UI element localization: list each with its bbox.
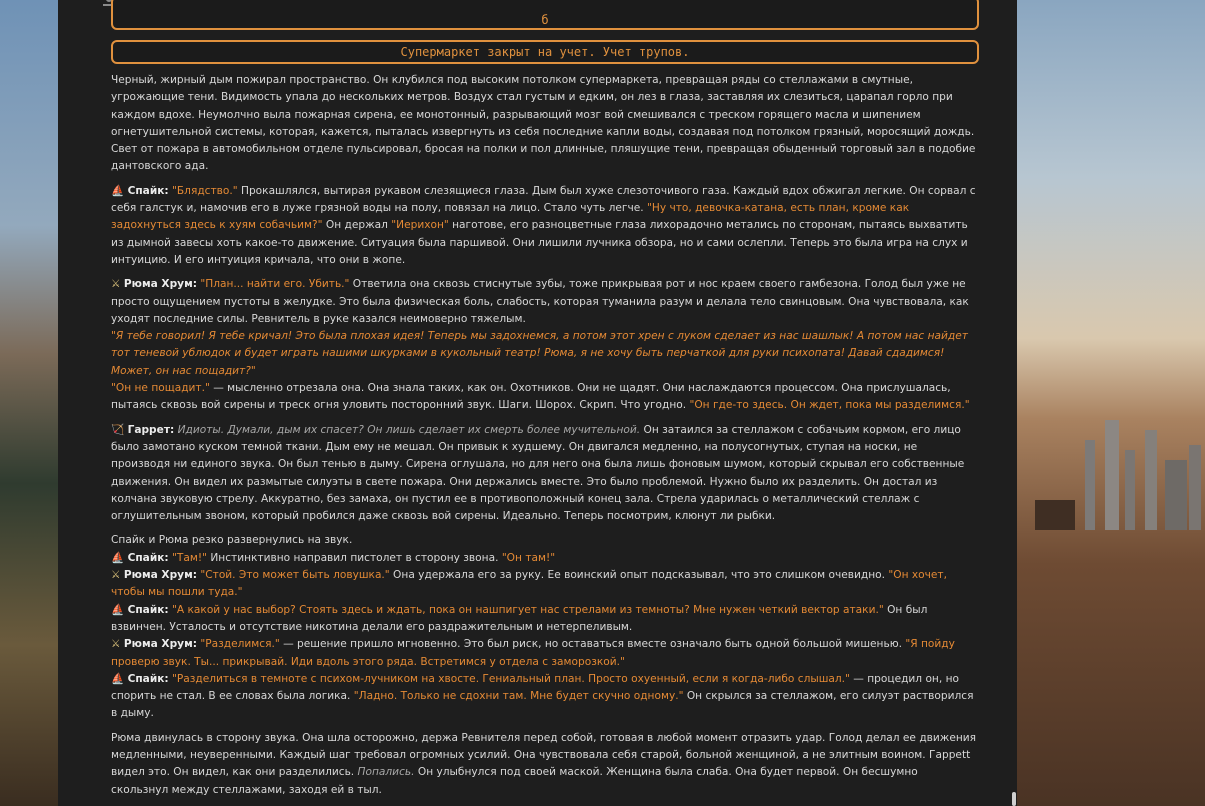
top-info-box[interactable]: [111, 0, 979, 30]
thought: Идиоты. Думали, дым их спасет? Он лишь сделает их смерть более мучительной.: [174, 423, 641, 436]
speech: "Он где-то здесь. Он ждет, пока мы разделимся.": [689, 399, 970, 412]
narration: Он улыбнулся под своей маской. Женщина была слаба. Она будет первой. Он бесшумно скользнул между стеллажами, заходя ей в тыл.: [111, 766, 918, 796]
speech: "Ладно. Только не сдохни там. Мне будет скучно одному.": [353, 690, 684, 703]
speech: "Я пойду проверю звук. Ты... прикрывай. Иди вдоль этого ряда. Встретимся у отдела с заморозкой.": [111, 638, 955, 668]
spike-paragraph: [111, 183, 977, 269]
background-left-edge: [0, 0, 60, 806]
speech: "План... найти его. Убить.": [200, 278, 350, 291]
dialogue-line: [111, 567, 977, 602]
swords-icon: ⚔: [111, 278, 121, 291]
speaker-name: Спайк:: [127, 551, 169, 564]
speech: "Ну что, девочка-катана, есть план, кроме как задохнуться здесь к хуям собачьим?": [111, 202, 910, 232]
speech: "Разделиться в темноте с психом-лучником на хвосте. Гениальный план. Просто охуенный, если я когда-либо слышал.": [172, 672, 850, 685]
spike-icon: ⛵: [111, 603, 125, 616]
spike-icon: ⛵: [111, 672, 125, 685]
dialogue-block: [111, 532, 977, 722]
speaker-name: Рюма Хрум:: [123, 638, 197, 651]
speaker-name: Спайк:: [127, 603, 169, 616]
chapter-title-box[interactable]: [111, 40, 979, 64]
dialogue-line: [111, 550, 977, 567]
narration: наготове, его разноцветные глаза лихорадочно метались по сторонам, пытаясь выхватить из дымной завесы хоть какое-то движение. Ситуация была паршивой. Они лишили лучника обзора, но и сами ослепли. Теперь это была игра на слух и интуицию. И его интуиция кричала, что они в жопе.: [111, 219, 968, 266]
top-info-text: б: [541, 13, 549, 27]
dialogue-line: [111, 636, 977, 671]
narration: Ответила она сквозь стиснутые зубы, тоже прикрывая рот и нос краем своего гамбезона. Голод был уже не просто ощущением пустоты в желудке. Это была физическая боль, слабость, которая туманила разум и делала тело свинцовым. Она чувствовала, как уходят последние силы. Ревнитель в руке казался неимоверно тяжелым.: [111, 278, 969, 325]
narration: — решение пришло мгновенно. Это был риск, но оставаться вместе означало быть одной большой мишенью.: [279, 638, 906, 651]
narration: Прокашлялся, вытирая рукавом слезящиеся глаза. Дым был хуже слезоточивого газа. Каждый вдох обжигал легкие. Он сорвал с себя галстук и, намочив его в луже грязной воды на полу, повязал на лицо. Стало чуть легче.: [111, 184, 976, 215]
story-content: [111, 72, 977, 806]
speaker-name: Рюма Хрум:: [123, 569, 197, 582]
narration: — процедил он, но спорить не стал. В ее словах была логика.: [111, 672, 959, 703]
speech: "Иерихон": [391, 219, 449, 232]
swords-icon: ⚔: [111, 638, 121, 651]
speaker-name: Гаррет:: [127, 423, 175, 436]
narration: Он скрылся за стеллажом, его силуэт растворился в дыму.: [111, 690, 974, 720]
speech: "Он не пощадит.": [111, 382, 210, 395]
narration: Он затаился за стеллажом с собачьим кормом, его лицо было замотано куском темной ткани. Дым ему не мешал. Он привык к худшему. Он двигался медленно, на полусогнутых, ступая на носки, не производя ни единого звука. Он был тенью в дыму. Сирена оглушала, но для него она была лишь фоновым шумом, который скрывал его собственные движения. Он видел их размытые силуэты в свете пожара. Они держались вместе. Это было проблемой. Нужно было их разделить. Он достал из колчана звуковую стрелу. Аккуратно, без замаха, он пустил ее в противоположный конец зала. Стрела ударилась о металлический стеллаж с оглушительным звоном, который пробился даже сквозь вой сирены. Идеально. Теперь посмотрим, клюнут ли рыбки.: [111, 423, 965, 523]
spike-icon: ⛵: [111, 184, 125, 197]
dialogue-line: [111, 602, 977, 637]
narration: — мысленно отрезала она. Она знала таких, как он. Охотников. Они не щадят. Они наслаждаются процессом. Она прислушалась, пытаясь сквозь вой сирены и треск огня уловить посторонний звук. Шаги. Шорох. Скрип. Что угодно.: [111, 382, 951, 412]
speech: "Он хочет, чтобы мы пошли туда.": [111, 569, 947, 599]
ryuma-paragraph: [111, 276, 977, 414]
speaker-name: Спайк:: [127, 672, 169, 685]
narration: Она удержала его за руку. Ее воинский опыт подсказывал, что это слишком очевидно.: [389, 569, 889, 582]
final-paragraph: [111, 730, 977, 799]
speech: "Блядство.": [172, 184, 238, 197]
swords-icon: ⚔: [111, 569, 121, 582]
speaker-name: Спайк:: [127, 184, 169, 197]
chapter-title: Супермаркет закрыт на учет. Учет трупов.: [400, 45, 690, 59]
narration-paragraph: Черный, жирный дым пожирал пространство. Он клубился под высоким потолком супермаркета, превращая ряды со стеллажами в смутные, угрожающие тени. Видимость упала до нескольких метров. Воздух стал густым и едким, он лез в глаза, заставляя их слезиться, царапал горло при каждом вдохе. Неумолчно выла пожарная сирена, ее монотонный, разрывающий мозг вой смешивался с треском горящего масла и шипением огнетушительной системы, которая, кажется, пыталась извергнуть из себя последние капли воды, создавая под потолком грязный, моросящий дождь. Свет от пожара в автомобильном отделе пульсировал, бросая на полки и пол длинные, пляшущие тени, превращая обыденный торговый зал в подобие дантовского ада.: [111, 74, 976, 173]
narration: Спайк и Рюма резко развернулись на звук.: [111, 534, 353, 547]
speech: "Стой. Это может быть ловушка.": [200, 569, 390, 582]
dialogue-line: [111, 671, 977, 723]
bow-icon: 🏹: [111, 423, 125, 436]
garrett-paragraph: [111, 422, 977, 526]
narration: Рюма двинулась в сторону звука. Она шла осторожно, держа Ревнителя перед собой, готовая в любой момент отразить удар. Голод делал ее движения медленными, неуверенными. Каждый шаг требовал огромных усилий. Она чувствовала себя старой, больной женщиной, а не элитным воином. Гаррett видел это. Он видел, как они разделились.: [111, 731, 977, 779]
speech: "А какой у нас выбор? Стоять здесь и ждать, пока он нашпигует нас стрелами из темноты? Мне нужен четкий вектор атаки.": [172, 603, 884, 616]
scrollbar-thumb[interactable]: [1012, 792, 1016, 806]
inner-voice: "Я тебе говорил! Я тебе кричал! Это была плохая идея! Теперь мы задохнемся, а потом этот хрен с луком сделает из нас шашлык! А потом нас найдет тот теневой ублюдок и будет играть нашими шкурками в кукольный театр! Рюма, я не хочу быть перчаткой для руки психопата! Давай сдадимся! Может, он нас пощадит?": [111, 330, 968, 377]
thought: Попались.: [357, 766, 415, 779]
narration: Он был взвинчен. Усталость и отсутствие никотина делали его раздражительным и нетерпеливым.: [111, 603, 928, 633]
narration: Он держал: [322, 219, 392, 232]
narration: Инстинктивно направил пистолет в сторону звона.: [207, 551, 502, 564]
speech: "Он там!": [501, 551, 556, 564]
background-ruins: [1015, 400, 1205, 540]
speaker-name: Рюма Хрум:: [123, 278, 197, 291]
speech: "Разделимся.": [200, 638, 280, 651]
speech: "Там!": [172, 551, 207, 564]
spike-icon: ⛵: [111, 551, 125, 564]
